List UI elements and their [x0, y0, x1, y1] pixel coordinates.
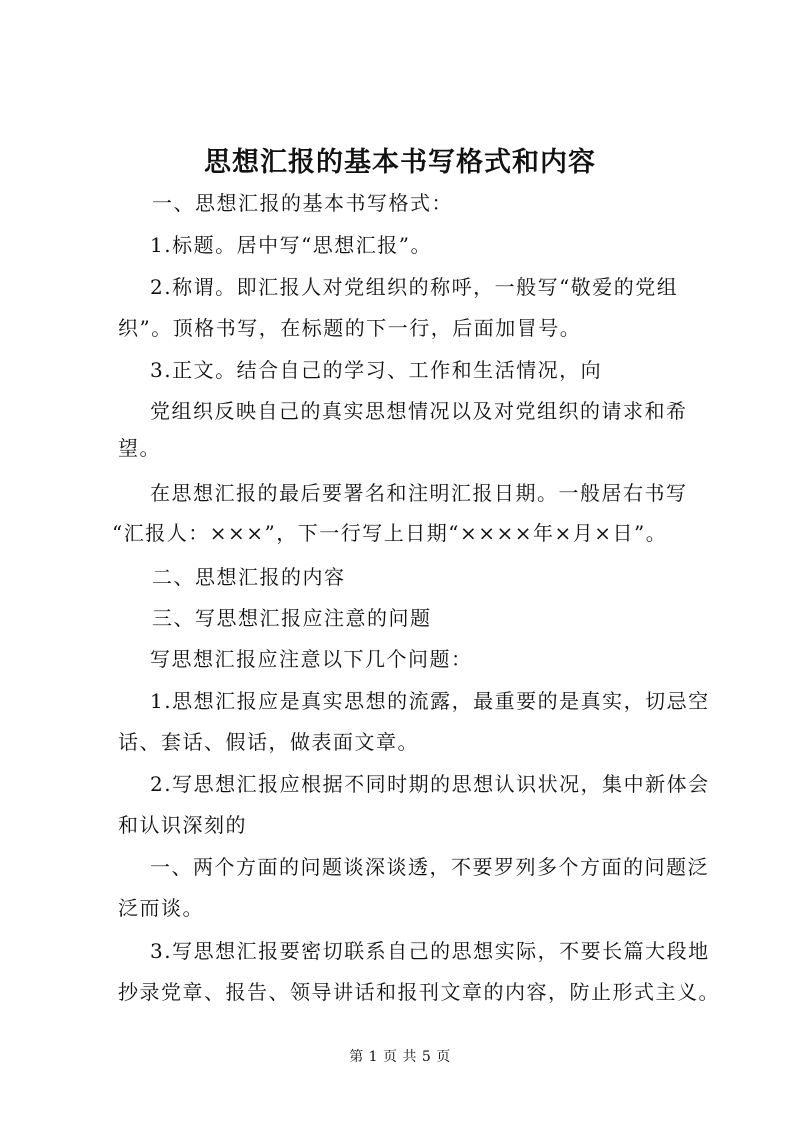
paragraph-note-3: 3.写思想汇报要密切联系自己的思想实际，不要长篇大段地	[150, 939, 710, 963]
paragraph-title-item: 1.标题。居中写“思想汇报”。	[150, 233, 433, 257]
paragraph-note-1: 1.思想汇报应是真实思想的流露，最重要的是真实，切忌空	[150, 689, 710, 713]
paragraph-note-2-line: 一、两个方面的问题谈深谈透，不要罗列多个方面的问题泛	[150, 855, 709, 879]
paragraph-notes-intro: 写思想汇报应注意以下几个问题：	[150, 647, 473, 671]
section-heading-format: 一、思想汇报的基本书写格式：	[152, 191, 453, 215]
paragraph-salutation-item: 2.称谓。即汇报人对党组织的称呼，一般写“敬爱的党组	[150, 275, 679, 299]
paragraph-signature-continuation: “汇报人：×××”，下一行写上日期“××××年×月×日”。	[112, 521, 668, 545]
paragraph-body-continuation: 望。	[118, 436, 161, 460]
paragraph-note-2-end: 泛而谈。	[118, 896, 204, 920]
paragraph-salutation-continuation: 织”。顶格书写，在标题的下一行，后面加冒号。	[118, 316, 582, 340]
section-heading-content: 二、思想汇报的内容	[152, 565, 346, 589]
paragraph-note-2-continuation: 和认识深刻的	[118, 813, 247, 837]
page-footer: 第 1 页 共 5 页	[349, 1049, 451, 1065]
page-title: 思想汇报的基本书写格式和内容	[204, 147, 596, 178]
paragraph-body-line: 党组织反映自己的真实思想情况以及对党组织的请求和希	[150, 399, 688, 423]
paragraph-note-3-continuation: 抄录党章、报告、领导讲话和报刊文章的内容，防止形式主义。	[118, 980, 720, 1004]
paragraph-body-item: 3.正文。结合自己的学习、工作和生活情况，向	[150, 358, 603, 382]
paragraph-note-2: 2.写思想汇报应根据不同时期的思想认识状况，集中新体会	[150, 772, 710, 796]
paragraph-signature: 在思想汇报的最后要署名和注明汇报日期。一般居右书写	[150, 481, 688, 505]
paragraph-note-1-continuation: 话、套话、假话，做表面文章。	[118, 730, 419, 754]
section-heading-notes: 三、写思想汇报应注意的问题	[152, 606, 432, 630]
